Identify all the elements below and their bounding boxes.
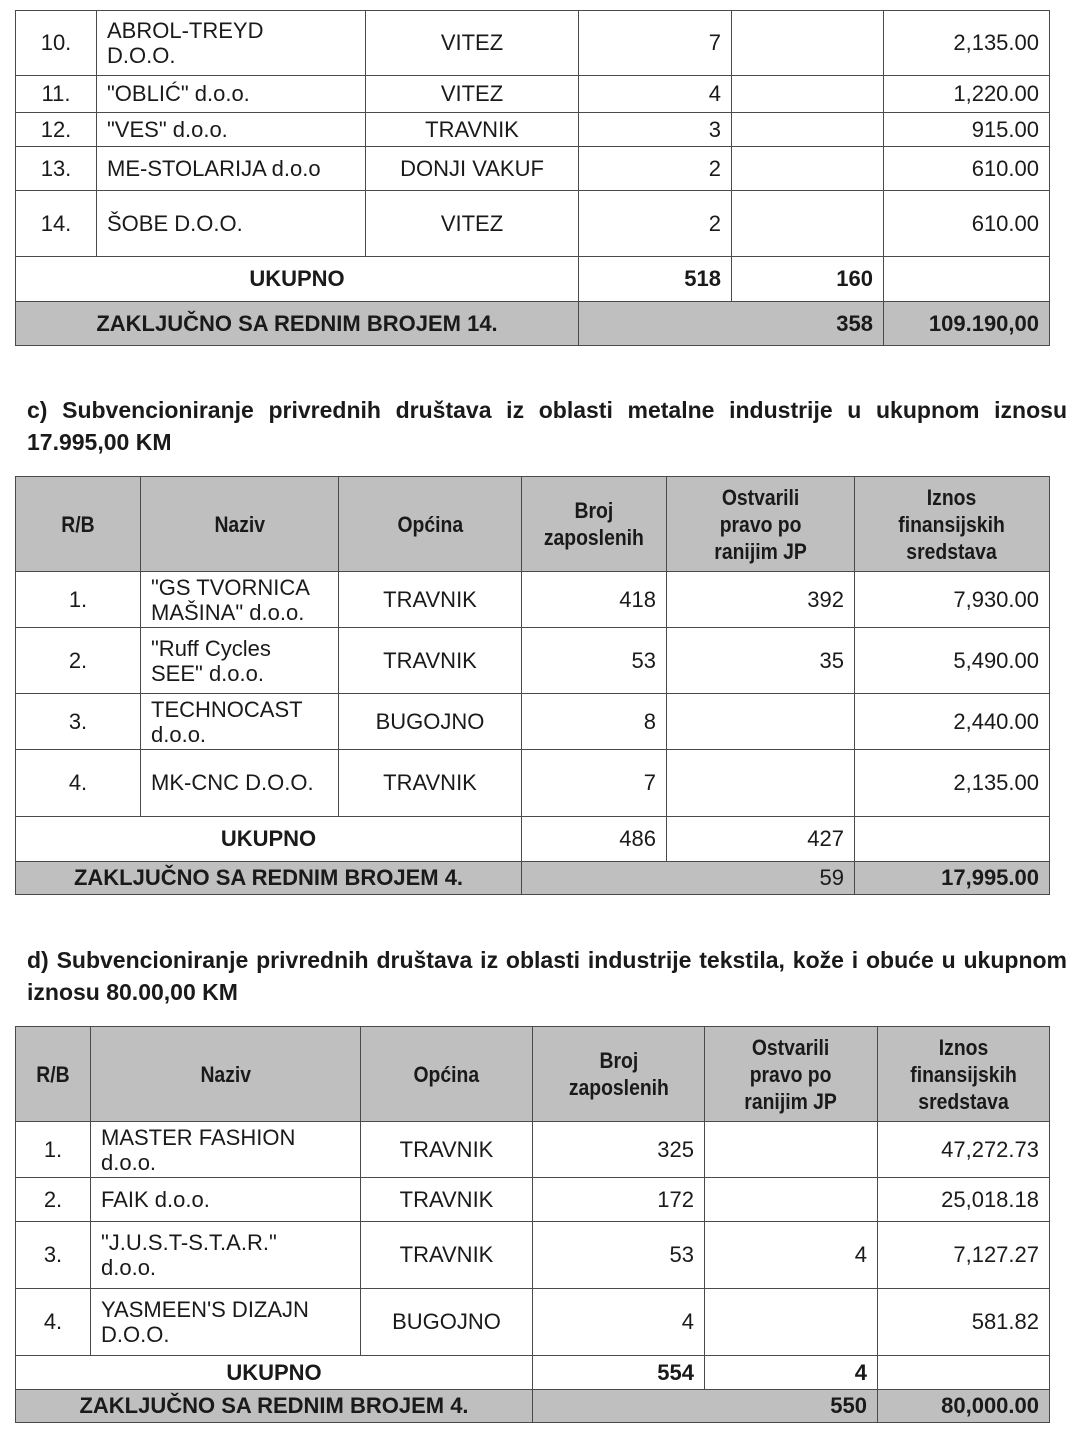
cell-rb: 13.: [16, 147, 97, 191]
cell-ostvarili: 4: [705, 1222, 878, 1289]
header-opcina: Općina: [361, 1027, 533, 1122]
cell-iznos: 47,272.73: [878, 1122, 1050, 1178]
zakljucno-value: 358: [579, 302, 884, 346]
cell-rb: 12.: [16, 113, 97, 147]
cell-opcina: TRAVNIK: [339, 750, 522, 817]
table-row: [16, 113, 1050, 147]
cell-opcina: TRAVNIK: [339, 628, 522, 694]
cell-iznos: 2,135.00: [884, 11, 1050, 76]
zakljucno-label: ZAKLJUČNO SA REDNIM BROJEM 4.: [16, 1390, 533, 1423]
header-ostvarili: Ostvarili pravo po ranijim JP: [705, 1027, 878, 1122]
cell-naziv: FAIK d.o.o.: [91, 1178, 361, 1222]
cell-broj: 4: [579, 76, 732, 113]
cell-broj: 172: [533, 1178, 705, 1222]
cell-naziv: "VES" d.o.o.: [97, 113, 366, 147]
cell-broj: 7: [522, 750, 667, 817]
header-rb: R/B: [16, 477, 141, 572]
zakljucno-row: [16, 862, 1050, 895]
cell-rb: 4.: [16, 1289, 91, 1356]
cell-rb: 10.: [16, 11, 97, 76]
ukupno-broj: 518: [579, 257, 732, 302]
header-iznos: Iznos finansijskih sredstava: [855, 477, 1050, 572]
ukupno-iznos: [855, 817, 1050, 862]
cell-naziv: "GS TVORNICA MAŠINA" d.o.o.: [141, 572, 339, 628]
ukupno-broj: 554: [533, 1356, 705, 1390]
cell-opcina: VITEZ: [366, 11, 579, 76]
cell-ostvarili: [732, 147, 884, 191]
ukupno-row: [16, 1356, 1050, 1390]
header-broj: Broj zaposlenih: [533, 1027, 705, 1122]
cell-broj: 2: [579, 191, 732, 257]
cell-opcina: VITEZ: [366, 76, 579, 113]
zakljucno-label: ZAKLJUČNO SA REDNIM BROJEM 14.: [16, 302, 579, 346]
cell-naziv: "J.U.S.T-S.T.A.R." d.o.o.: [91, 1222, 361, 1289]
cell-broj: 4: [533, 1289, 705, 1356]
cell-broj: 325: [533, 1122, 705, 1178]
cell-iznos: 25,018.18: [878, 1178, 1050, 1222]
table-row: [16, 628, 1050, 694]
cell-opcina: TRAVNIK: [361, 1178, 533, 1222]
cell-broj: 2: [579, 147, 732, 191]
cell-naziv: ŠOBE D.O.O.: [97, 191, 366, 257]
cell-rb: 4.: [16, 750, 141, 817]
cell-rb: 3.: [16, 694, 141, 750]
cell-naziv: ABROL-TREYD D.O.O.: [97, 11, 366, 76]
cell-iznos: 2,440.00: [855, 694, 1050, 750]
section-c-title: c) Subvencioniranje privrednih društava iz oblasti metalne industrije u ukupnom iznosu 17.995,00 KM: [27, 397, 1067, 455]
table-textile-industry: [15, 1026, 1050, 1423]
cell-naziv: "Ruff Cycles SEE" d.o.o.: [141, 628, 339, 694]
cell-naziv: YASMEEN'S DIZAJN D.O.O.: [91, 1289, 361, 1356]
cell-opcina: BUGOJNO: [339, 694, 522, 750]
cell-opcina: TRAVNIK: [361, 1222, 533, 1289]
cell-rb: 14.: [16, 191, 97, 257]
cell-iznos: 7,127.27: [878, 1222, 1050, 1289]
ukupno-iznos: [878, 1356, 1050, 1390]
cell-ostvarili: [667, 750, 855, 817]
ukupno-row: [16, 817, 1050, 862]
header-ostvarili: Ostvarili pravo po ranijim JP: [667, 477, 855, 572]
cell-rb: 1.: [16, 1122, 91, 1178]
ukupno-row: [16, 257, 1050, 302]
ukupno-ostvarili: 160: [732, 257, 884, 302]
table-row: [16, 694, 1050, 750]
cell-broj: 53: [533, 1222, 705, 1289]
table-row: [16, 191, 1050, 257]
header-row: [16, 477, 1050, 572]
table-row: [16, 1178, 1050, 1222]
ukupno-iznos: [884, 257, 1050, 302]
ukupno-label: UKUPNO: [16, 1356, 533, 1390]
zakljucno-iznos: 17,995.00: [855, 862, 1050, 895]
cell-rb: 3.: [16, 1222, 91, 1289]
zakljucno-row: [16, 1390, 1050, 1423]
cell-ostvarili: [705, 1122, 878, 1178]
zakljucno-value: 550: [533, 1390, 878, 1423]
cell-naziv: "OBLIĆ" d.o.o.: [97, 76, 366, 113]
table-row: [16, 147, 1050, 191]
cell-ostvarili: [705, 1178, 878, 1222]
table-metal-industry: [15, 476, 1050, 895]
table-row: [16, 572, 1050, 628]
cell-broj: 3: [579, 113, 732, 147]
header-rb: R/B: [16, 1027, 91, 1122]
cell-opcina: TRAVNIK: [339, 572, 522, 628]
cell-ostvarili: 35: [667, 628, 855, 694]
header-broj: Broj zaposlenih: [522, 477, 667, 572]
ukupno-label: UKUPNO: [16, 257, 579, 302]
cell-rb: 2.: [16, 1178, 91, 1222]
cell-opcina: TRAVNIK: [361, 1122, 533, 1178]
table-row: [16, 750, 1050, 817]
table-wood-industry-continued: [15, 10, 1050, 346]
zakljucno-row: [16, 302, 1050, 346]
cell-broj: 53: [522, 628, 667, 694]
cell-ostvarili: [732, 113, 884, 147]
header-row: [16, 1027, 1050, 1122]
zakljucno-label: ZAKLJUČNO SA REDNIM BROJEM 4.: [16, 862, 522, 895]
header-iznos: Iznos finansijskih sredstava: [878, 1027, 1050, 1122]
zakljucno-value: 59: [522, 862, 855, 895]
ukupno-ostvarili: 4: [705, 1356, 878, 1390]
zakljucno-iznos: 80,000.00: [878, 1390, 1050, 1423]
table-row: [16, 1289, 1050, 1356]
cell-opcina: VITEZ: [366, 191, 579, 257]
cell-iznos: 5,490.00: [855, 628, 1050, 694]
cell-iznos: 610.00: [884, 191, 1050, 257]
table-row: [16, 76, 1050, 113]
cell-ostvarili: [732, 76, 884, 113]
ukupno-label: UKUPNO: [16, 817, 522, 862]
cell-ostvarili: [667, 694, 855, 750]
table-row: [16, 1122, 1050, 1178]
cell-ostvarili: [732, 11, 884, 76]
zakljucno-iznos: 109.190,00: [884, 302, 1050, 346]
cell-rb: 11.: [16, 76, 97, 113]
cell-iznos: 610.00: [884, 147, 1050, 191]
table-row: [16, 11, 1050, 76]
cell-ostvarili: [705, 1289, 878, 1356]
cell-iznos: 7,930.00: [855, 572, 1050, 628]
cell-naziv: ME-STOLARIJA d.o.o: [97, 147, 366, 191]
cell-opcina: DONJI VAKUF: [366, 147, 579, 191]
cell-ostvarili: 392: [667, 572, 855, 628]
section-d-title: d) Subvencioniranje privrednih društava iz oblasti industrije tekstila, kože i obuće u ukupnom iznosu 80.00,00 KM: [27, 947, 1067, 1005]
cell-naziv: TECHNOCAST d.o.o.: [141, 694, 339, 750]
cell-ostvarili: [732, 191, 884, 257]
header-naziv: Naziv: [91, 1027, 361, 1122]
ukupno-broj: 486: [522, 817, 667, 862]
cell-rb: 2.: [16, 628, 141, 694]
cell-iznos: 1,220.00: [884, 76, 1050, 113]
cell-rb: 1.: [16, 572, 141, 628]
cell-broj: 7: [579, 11, 732, 76]
cell-iznos: 581.82: [878, 1289, 1050, 1356]
cell-naziv: MASTER FASHION d.o.o.: [91, 1122, 361, 1178]
cell-broj: 8: [522, 694, 667, 750]
cell-broj: 418: [522, 572, 667, 628]
header-naziv: Naziv: [141, 477, 339, 572]
cell-naziv: MK-CNC D.O.O.: [141, 750, 339, 817]
cell-iznos: 915.00: [884, 113, 1050, 147]
table-row: [16, 1222, 1050, 1289]
cell-opcina: TRAVNIK: [366, 113, 579, 147]
ukupno-ostvarili: 427: [667, 817, 855, 862]
cell-opcina: BUGOJNO: [361, 1289, 533, 1356]
header-opcina: Općina: [339, 477, 522, 572]
cell-iznos: 2,135.00: [855, 750, 1050, 817]
